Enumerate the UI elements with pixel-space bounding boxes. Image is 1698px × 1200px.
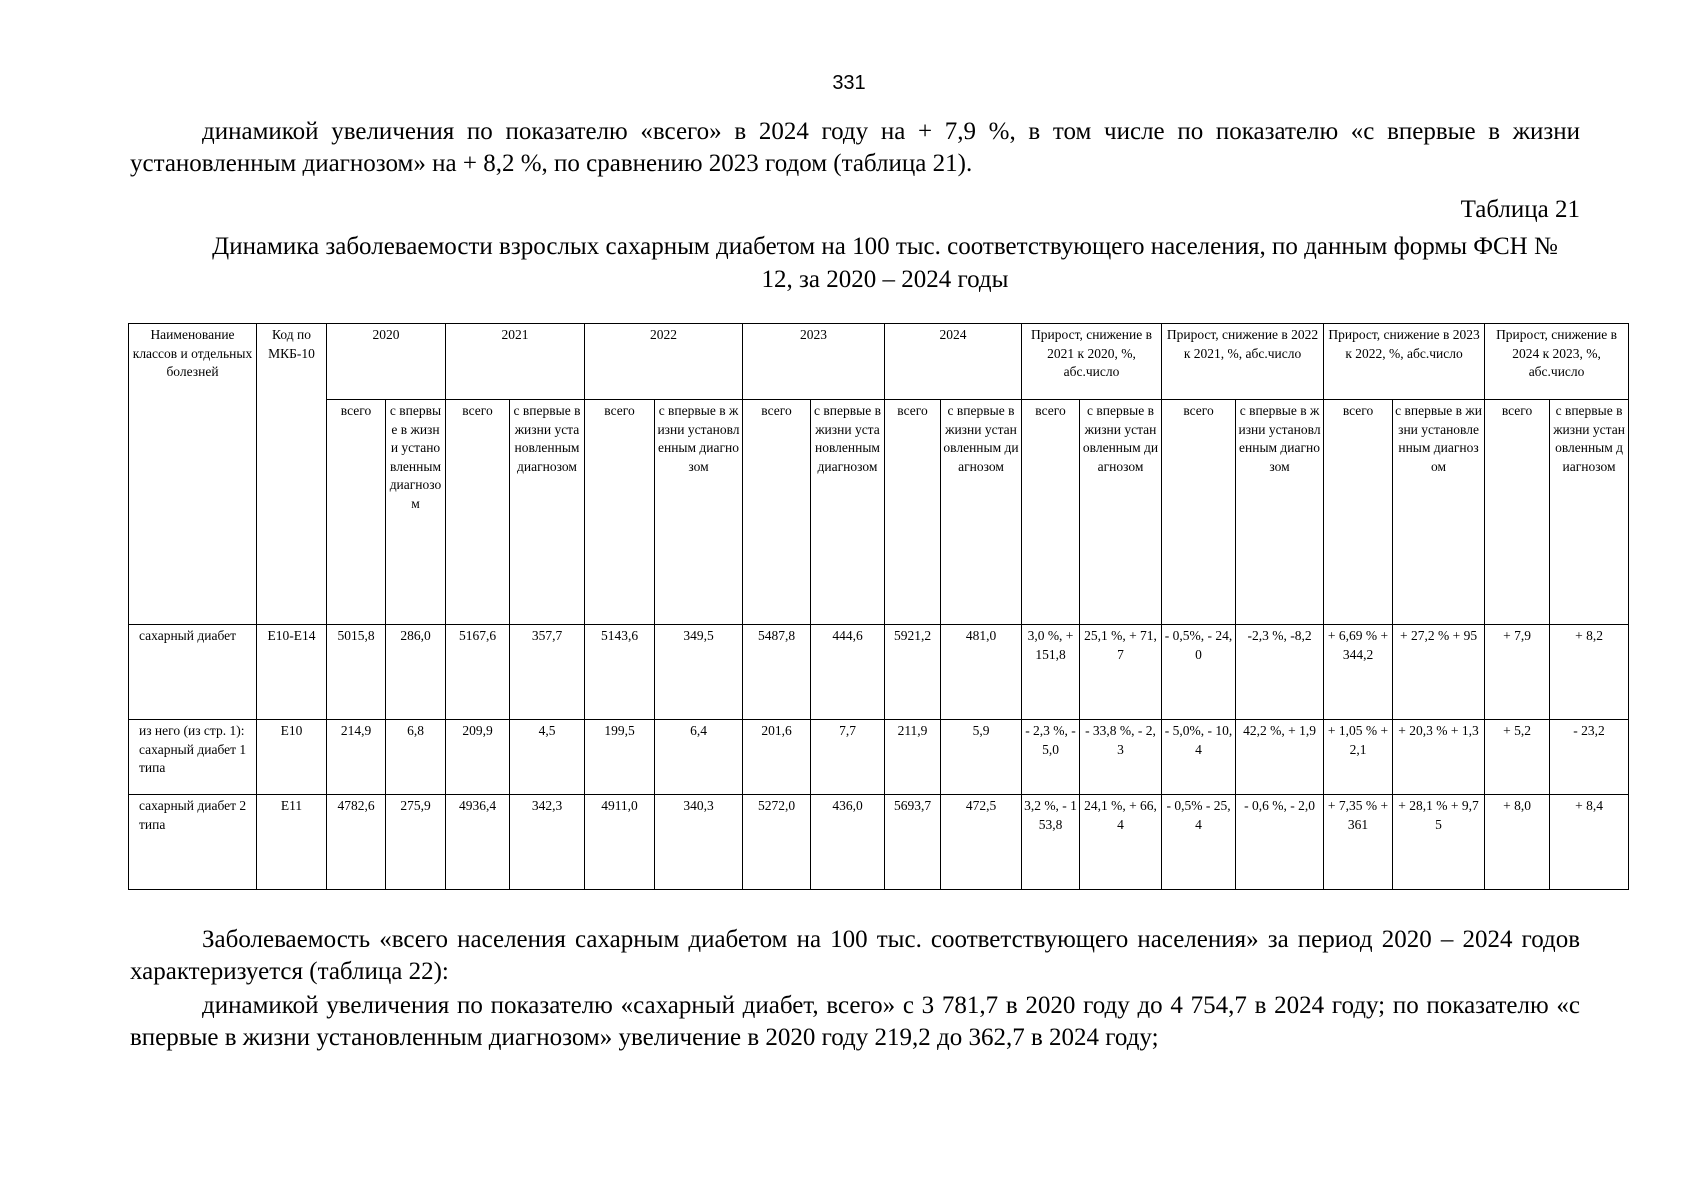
subheader-first-diagnosed: с впервые в жизни установленным диагнозом xyxy=(1080,400,1162,625)
cell: 3,0 %, + 151,8 xyxy=(1022,625,1080,720)
cell: 444,6 xyxy=(811,625,885,720)
table-subheader-row xyxy=(129,400,1629,625)
cell: 286,0 xyxy=(386,625,446,720)
header-year: 2022 xyxy=(585,324,743,400)
table-caption: Таблица 21 xyxy=(1460,196,1580,223)
row-code: E10 xyxy=(257,720,327,795)
row-name: сахарный диабет 2 типа xyxy=(129,795,257,890)
header-name: Наименование классов и отдельных болезней xyxy=(129,324,257,625)
cell: 5272,0 xyxy=(743,795,811,890)
cell: - 33,8 %, - 2,3 xyxy=(1080,720,1162,795)
subheader-total: всего xyxy=(885,400,941,625)
cell: + 8,0 xyxy=(1485,795,1550,890)
header-growth: Прирост, снижение в 2022 к 2021, %, абс.число xyxy=(1162,324,1324,400)
cell: 342,3 xyxy=(510,795,585,890)
subheader-total: всего xyxy=(1324,400,1393,625)
subheader-first-diagnosed: с впервые в жизни установленным диагнозом xyxy=(386,400,446,625)
header-year: 2024 xyxy=(885,324,1022,400)
cell: + 20,3 % + 1,3 xyxy=(1393,720,1485,795)
cell: + 7,9 xyxy=(1485,625,1550,720)
cell: 25,1 %, + 71,7 xyxy=(1080,625,1162,720)
cell: 209,9 xyxy=(446,720,510,795)
cell: - 2,3 %, - 5,0 xyxy=(1022,720,1080,795)
cell: 275,9 xyxy=(386,795,446,890)
cell: -2,3 %, -8,2 xyxy=(1236,625,1324,720)
subheader-total: всего xyxy=(327,400,386,625)
cell: 472,5 xyxy=(941,795,1022,890)
cell: 5015,8 xyxy=(327,625,386,720)
row-name: из него (из стр. 1): сахарный диабет 1 типа xyxy=(129,720,257,795)
paragraph-3: динамикой увеличения по показателю «сахарный диабет, всего» с 3 781,7 в 2020 году до 4 754,7 в 2024 году; по показателю «с впервые в жизни установленным диагнозом» увеличение в 2020 году 219,2 до 362,7 в 2024 году; xyxy=(130,992,1580,1051)
cell: 481,0 xyxy=(941,625,1022,720)
incidence-table xyxy=(128,323,1629,890)
cell: 5167,6 xyxy=(446,625,510,720)
table-row xyxy=(129,795,1629,890)
cell: - 5,0%, - 10,4 xyxy=(1162,720,1236,795)
cell: 349,5 xyxy=(655,625,743,720)
header-year: 2021 xyxy=(446,324,585,400)
subheader-total: всего xyxy=(743,400,811,625)
cell: 5143,6 xyxy=(585,625,655,720)
paragraph-2: Заболеваемость «всего населения сахарным диабетом на 100 тыс. соответствующего населения» за период 2020 – 2024 годов характеризуется (таблица 22): xyxy=(130,926,1580,985)
cell: 5921,2 xyxy=(885,625,941,720)
cell: + 1,05 % + 2,1 xyxy=(1324,720,1393,795)
cell: + 8,4 xyxy=(1550,795,1629,890)
subheader-first-diagnosed: с впервые в жизни установленным диагнозом xyxy=(811,400,885,625)
cell: 4936,4 xyxy=(446,795,510,890)
cell: + 28,1 % + 9,75 xyxy=(1393,795,1485,890)
cell: 4782,6 xyxy=(327,795,386,890)
cell: 357,7 xyxy=(510,625,585,720)
subheader-total: всего xyxy=(1485,400,1550,625)
header-growth: Прирост, снижение в 2024 к 2023, %, абс.число xyxy=(1485,324,1629,400)
intro-paragraph: динамикой увеличения по показателю «всего» в 2024 году на + 7,9 %, в том числе по показателю «с впервые в жизни установленным диагнозом» на + 8,2 %, по сравнению 2023 годом (таблица 21). xyxy=(130,118,1580,177)
cell: + 6,69 % + 344,2 xyxy=(1324,625,1393,720)
cell: 4,5 xyxy=(510,720,585,795)
subheader-total: всего xyxy=(1162,400,1236,625)
subheader-first-diagnosed: с впервые в жизни установленным диагнозом xyxy=(510,400,585,625)
cell: - 23,2 xyxy=(1550,720,1629,795)
page-number: 331 xyxy=(832,72,866,94)
subheader-first-diagnosed: с впервые в жизни установленным диагнозом xyxy=(941,400,1022,625)
cell: 340,3 xyxy=(655,795,743,890)
subheader-first-diagnosed: с впервые в жизни установленным диагнозом xyxy=(1550,400,1629,625)
cell: + 5,2 xyxy=(1485,720,1550,795)
cell: 6,4 xyxy=(655,720,743,795)
cell: + 7,35 % + 361 xyxy=(1324,795,1393,890)
cell: 24,1 %, + 66,4 xyxy=(1080,795,1162,890)
cell: 436,0 xyxy=(811,795,885,890)
row-code: E10-E14 xyxy=(257,625,327,720)
subheader-total: всего xyxy=(446,400,510,625)
cell: + 27,2 % + 95 xyxy=(1393,625,1485,720)
cell: 6,8 xyxy=(386,720,446,795)
table-title: Динамика заболеваемости взрослых сахарным диабетом на 100 тыс. соответствующего населения, по данным формы ФСН № 12, за 2020 – 2024 годы xyxy=(212,233,1558,293)
cell: 5487,8 xyxy=(743,625,811,720)
cell: 3,2 %, - 153,8 xyxy=(1022,795,1080,890)
cell: - 0,6 %, - 2,0 xyxy=(1236,795,1324,890)
cell: 199,5 xyxy=(585,720,655,795)
table-row xyxy=(129,625,1629,720)
subheader-total: всего xyxy=(1022,400,1080,625)
row-code: E11 xyxy=(257,795,327,890)
cell: 42,2 %, + 1,9 xyxy=(1236,720,1324,795)
cell: 201,6 xyxy=(743,720,811,795)
subheader-first-diagnosed: с впервые в жизни установленным диагнозом xyxy=(1393,400,1485,625)
row-name: сахарный диабет xyxy=(129,625,257,720)
cell: 7,7 xyxy=(811,720,885,795)
header-code: Код по МКБ-10 xyxy=(257,324,327,625)
subheader-first-diagnosed: с впервые в жизни установленным диагнозом xyxy=(1236,400,1324,625)
subheader-total: всего xyxy=(585,400,655,625)
cell: - 0,5% - 25,4 xyxy=(1162,795,1236,890)
cell: 4911,0 xyxy=(585,795,655,890)
table-header-row xyxy=(129,324,1629,400)
cell: 214,9 xyxy=(327,720,386,795)
table-row xyxy=(129,720,1629,795)
cell: 5693,7 xyxy=(885,795,941,890)
subheader-first-diagnosed: с впервые в жизни установленным диагнозом xyxy=(655,400,743,625)
header-year: 2020 xyxy=(327,324,446,400)
header-growth: Прирост, снижение в 2021 к 2020, %, абс.число xyxy=(1022,324,1162,400)
cell: - 0,5%, - 24,0 xyxy=(1162,625,1236,720)
header-year: 2023 xyxy=(743,324,885,400)
cell: 211,9 xyxy=(885,720,941,795)
cell: + 8,2 xyxy=(1550,625,1629,720)
header-growth: Прирост, снижение в 2023 к 2022, %, абс.число xyxy=(1324,324,1485,400)
cell: 5,9 xyxy=(941,720,1022,795)
